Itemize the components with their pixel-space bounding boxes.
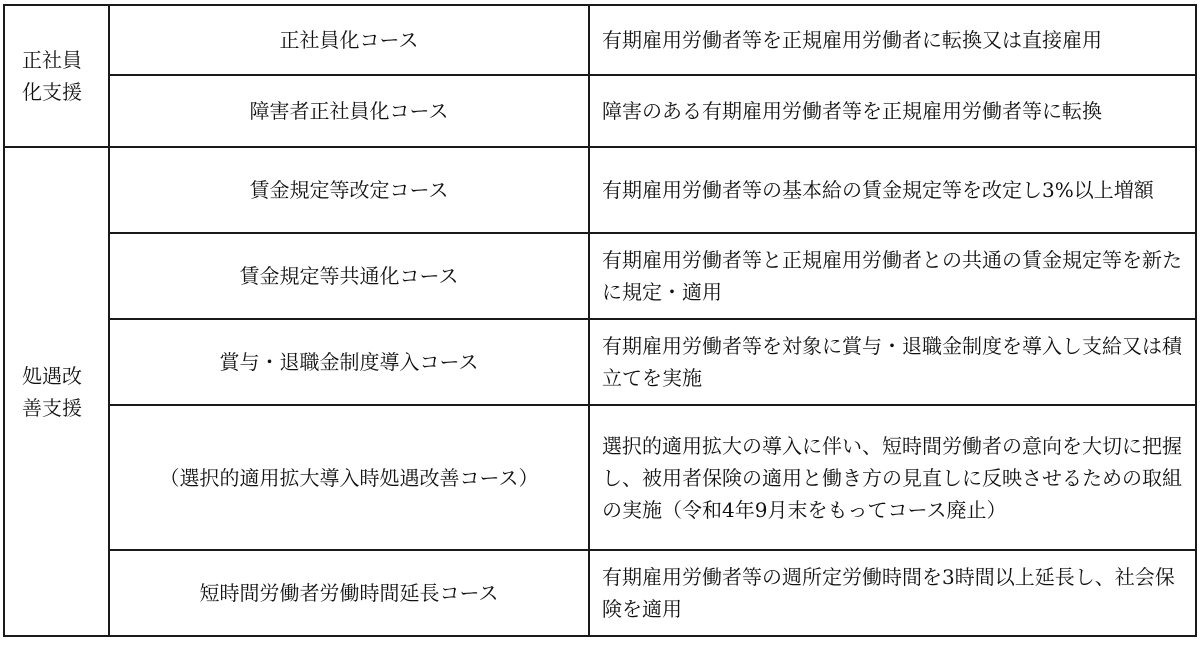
- table-row: [4, 233, 1196, 319]
- course-description-cell: 有期雇用労働者等の基本給の賃金規定等を改定し3%以上増額: [589, 147, 1196, 233]
- course-table: [3, 4, 1197, 637]
- table-row: [4, 405, 1196, 550]
- course-name-cell: （選択的適用拡大導入時処遇改善コース）: [109, 405, 589, 550]
- course-name-cell: 短時間労働者労働時間延長コース: [109, 550, 589, 636]
- category-cell: 処遇改善支援: [4, 147, 109, 636]
- course-name-cell: 賃金規定等共通化コース: [109, 233, 589, 319]
- table-row: [4, 319, 1196, 405]
- table-row: [4, 5, 1196, 75]
- course-description-cell: 有期雇用労働者等の週所定労働時間を3時間以上延長し、社会保険を適用: [589, 550, 1196, 636]
- table-row: [4, 147, 1196, 233]
- course-name-cell: 障害者正社員化コース: [109, 75, 589, 147]
- course-name-cell: 正社員化コース: [109, 5, 589, 75]
- course-description-cell: 有期雇用労働者等を正規雇用労働者に転換又は直接雇用: [589, 5, 1196, 75]
- course-description-cell: 有期雇用労働者等を対象に賞与・退職金制度を導入し支給又は積立てを実施: [589, 319, 1196, 405]
- course-name-cell: 賃金規定等改定コース: [109, 147, 589, 233]
- category-cell: 正社員化支援: [4, 5, 109, 147]
- course-description-cell: 障害のある有期雇用労働者等を正規雇用労働者等に転換: [589, 75, 1196, 147]
- course-description-cell: 有期雇用労働者等と正規雇用労働者との共通の賃金規定等を新たに規定・適用: [589, 233, 1196, 319]
- course-description-cell: 選択的適用拡大の導入に伴い、短時間労働者の意向を大切に把握し、被用者保険の適用と働き方の見直しに反映させるための取組の実施（令和4年9月末をもってコース廃止）: [589, 405, 1196, 550]
- table-row: [4, 550, 1196, 636]
- course-name-cell: 賞与・退職金制度導入コース: [109, 319, 589, 405]
- table-row: [4, 75, 1196, 147]
